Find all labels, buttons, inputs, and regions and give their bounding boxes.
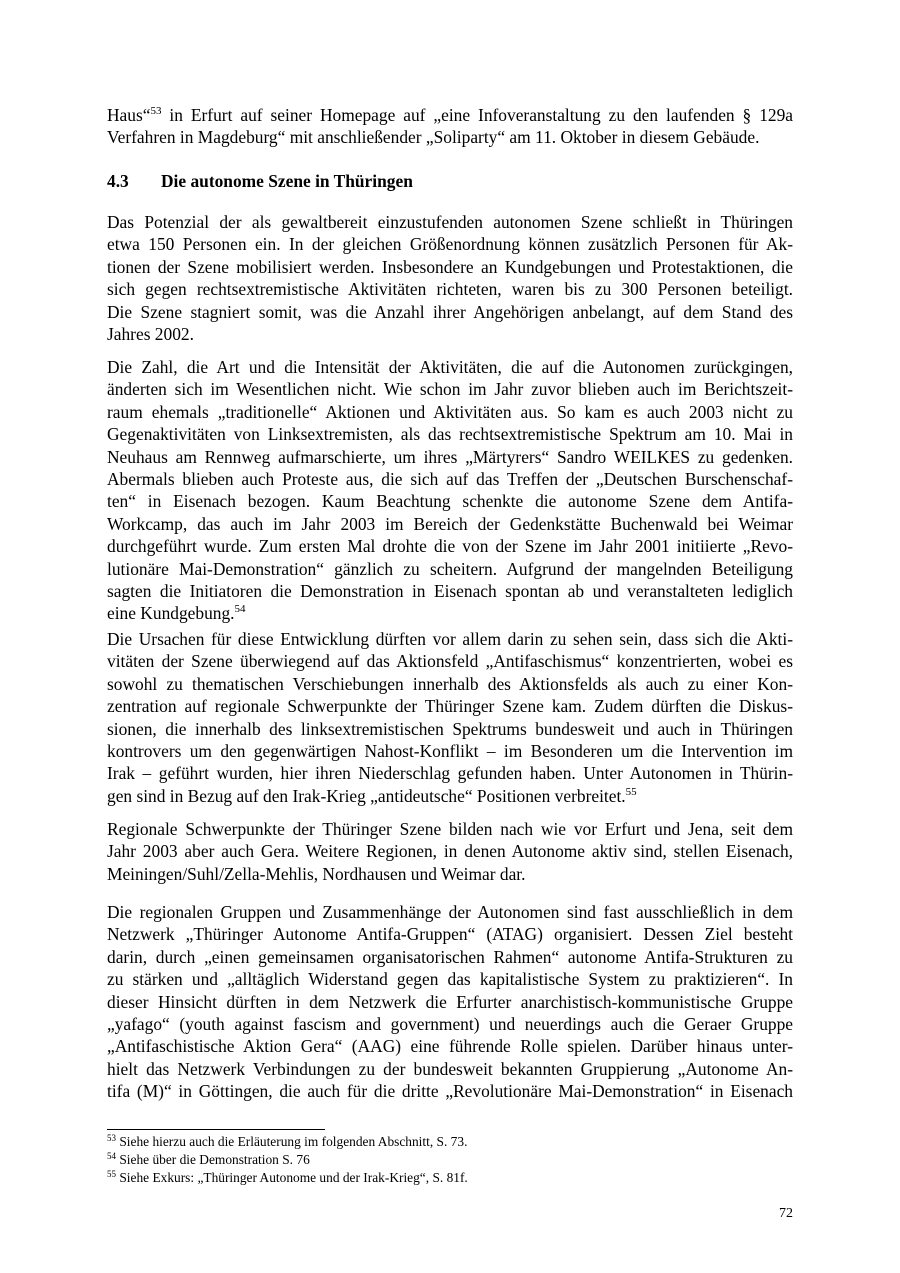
text-line: Die Szene stagniert somit, was die Anzahl ihrer Angehörigen anbelangt, auf dem Stand des <box>107 301 793 322</box>
text-line: Die regionalen Gruppen und Zusammenhänge der Autonomen sind fast ausschließlich in dem <box>107 902 793 922</box>
page-number: 72 <box>779 1206 793 1221</box>
footnote-53: $^{53}$ Siehe hierzu auch die Erläuterung im folgenden Abschnitt, S. 73. <box>107 1133 468 1149</box>
text-line: tionen der Szene mobilisiert werden. Insbesondere an Kundgebungen und Protestaktionen, die <box>107 256 793 277</box>
text-line: Die Ursachen für diese Entwicklung dürften vor allem darin zu sehen sein, dass sich die Akti- <box>107 629 793 649</box>
text-line: Gegenaktivitäten von Linksextremisten, als das rechtsextremistische Spektrum am 10. Mai in <box>107 424 793 445</box>
footnote-ref-53[interactable]: 53 <box>150 105 162 117</box>
footnote-ref-55[interactable]: 55 <box>625 785 637 798</box>
paragraph-network <box>107 901 793 1103</box>
text-line: raum ehemals „traditionelle“ Aktionen und Aktivitäten aus. So kam es auch 2003 nicht zu <box>107 401 793 422</box>
text-line: gen sind in Bezug auf den Irak-Krieg „antideutsche“ Positionen verbreitet.$^{55}$ <box>107 785 637 806</box>
text-line: zu stärken und „alltäglich Widerstand gegen das kapitalistische System zu praktizieren“. In <box>107 969 793 990</box>
text-line: hielt das Netzwerk Verbindungen zu der bundesweit bekannten Gruppierung „Autonome An- <box>107 1058 793 1079</box>
text-line: Regionale Schwerpunkte der Thüringer Szene bilden nach wie vor Erfurt und Jena, seit dem <box>107 819 793 839</box>
section-title: Die autonome Szene in Thüringen <box>161 171 413 191</box>
text-line: änderten sich im Wesentlichen nicht. Wie schon im Jahr zuvor blieben auch im Berichtszeit- <box>107 379 793 400</box>
text-line: sagten die Initiatoren die Demonstration in Eisenach spontan ab und veranstalteten lediglich <box>107 580 793 601</box>
text-line: Jahr 2003 aber auch Gera. Weitere Regionen, in denen Autonome aktiv sind, stellen Eisenach, <box>107 841 793 862</box>
text-line: sich gegen rechtsextremistische Aktivitäten richteten, waren bis zu 300 Personen beteiligt. <box>107 279 793 300</box>
text-line: Haus“$^{53}$ in Erfurt auf seiner Homepage auf „eine Infoveranstaltung zu den laufenden § 129a <box>107 105 793 125</box>
text-line: Das Potenzial der als gewaltbereit einzustufenden autonomen Szene schließt in Thüringen <box>107 212 793 232</box>
text-line: tifa (M)“ in Göttingen, die auch für die dritte „Revolutionäre Mai-Demonstration“ in Eisenach <box>107 1081 793 1102</box>
text-line: etwa 150 Personen ein. In der gleichen Größenordnung können zusätzlich Personen für Ak- <box>107 234 793 255</box>
text-line: Meiningen/Suhl/Zella-Mehlis, Nordhausen und Weimar dar. <box>107 863 526 884</box>
text-line: dieser Hinsicht dürften in dem Netzwerk die Erfurter anarchistisch-kommunistische Gruppe <box>107 991 793 1012</box>
text-line: Verfahren in Magdeburg“ mit anschließender „Soliparty“ am 11. Oktober in diesem Gebäude. <box>107 127 760 148</box>
text-line: darin, durch „einen gemeinsamen organisatorischen Rahmen“ autonome Antifa-Strukturen zu <box>107 946 793 967</box>
text-line: sowohl zu thematischen Verschiebungen innerhalb des Aktionsfelds als auch zu einer Kon- <box>107 673 793 694</box>
text-line: „Antifaschistische Aktion Gera“ (AAG) eine führende Rolle spielen. Darüber hinaus unter- <box>107 1036 793 1057</box>
text-line: vitäten der Szene überwiegend auf das Aktionsfeld „Antifaschismus“ konzentrierten, wobei es <box>107 651 793 672</box>
section-heading <box>107 170 413 192</box>
footnote-55: $^{55}$ Siehe Exkurs: „Thüringer Autonome und der Irak-Krieg“, S. 81f. <box>107 1169 468 1185</box>
text-line: Netzwerk „Thüringer Autonome Antifa-Gruppen“ (ATAG) organisiert. Dessen Ziel besteht <box>107 924 793 945</box>
text-line: Irak – geführt wurden, hier ihren Niederschlag gefunden haben. Unter Autonomen in Thürin- <box>107 763 793 784</box>
text-line: lutionäre Mai-Demonstration“ gänzlich zu scheitern. Aufgrund der mangelnden Beteiligung <box>107 558 793 579</box>
text-line: zentration auf regionale Schwerpunkte der Thüringer Szene kam. Zudem dürften die Diskus- <box>107 696 793 717</box>
text-line: Abermals blieben auch Proteste aus, die sich auf das Treffen der „Deutschen Burschenschaf- <box>107 468 793 489</box>
footnote-divider <box>107 1129 325 1130</box>
text-line: kontrovers um den gegenwärtigen Nahost-Konflikt – im Besonderen um die Intervention im <box>107 740 793 761</box>
paragraph-causes <box>107 628 793 807</box>
text-line: „yafago“ (youth against fascism and government) und neuerdings auch die Geraer Gruppe <box>107 1013 793 1034</box>
section-number: 4.3 <box>107 171 129 191</box>
paragraph-continuation <box>107 104 793 149</box>
footnote-ref-54[interactable]: 54 <box>234 603 246 616</box>
text-line: Die Zahl, die Art und die Intensität der Aktivitäten, die auf die Autonomen zurückgingen, <box>107 357 793 377</box>
paragraph-regions <box>107 818 793 885</box>
text-line: Neuhaus am Rennweg aufmarschierte, um ihres „Märtyrers“ Sandro WEILKES zu gedenken. <box>107 446 793 467</box>
text-line: ten“ in Eisenach bezogen. Kaum Beachtung schenkte die autonome Szene dem Antifa- <box>107 491 793 512</box>
text-line: Jahres 2002. <box>107 323 194 344</box>
text-line: durchgeführt wurde. Zum ersten Mal drohte die von der Szene im Jahr 2001 initiierte „Revo- <box>107 536 793 557</box>
text-line: Workcamp, das auch im Jahr 2003 im Bereich der Gedenkstätte Buchenwald bei Weimar <box>107 513 793 534</box>
footnote-54: $^{54}$ Siehe über die Demonstration S. 76 <box>107 1151 310 1167</box>
paragraph-potential <box>107 211 793 345</box>
paragraph-activities <box>107 356 793 625</box>
text-line: eine Kundgebung.$^{54}$ <box>107 603 246 624</box>
text-line: sionen, die innerhalb des linksextremistischen Spektrums bundesweit und auch in Thüringen <box>107 718 793 739</box>
